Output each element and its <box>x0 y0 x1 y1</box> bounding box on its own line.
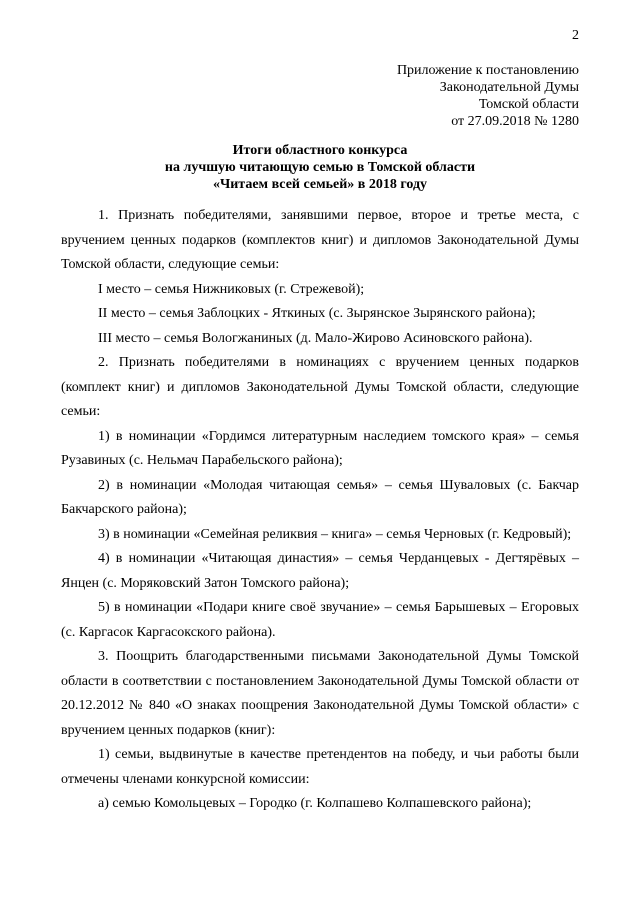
title-line: Итоги областного конкурса <box>232 143 408 158</box>
page-number: 2 <box>572 28 579 43</box>
appendix-line: Приложение к постановлению <box>396 63 579 78</box>
paragraph: 2) в номинации «Молодая читающая семья» – семья Шуваловых (с. Бакчар Бакчарского района); <box>61 477 579 517</box>
paragraph: 3) в номинации «Семейная реликвия – книга» – семья Черновых (г. Кедровый); <box>98 526 572 542</box>
paragraph: 1) семьи, выдвинутые в качестве претендентов на победу, и чьи работы были отмечены членами конкурсной комиссии: <box>61 747 579 787</box>
title-line: на лучшую читающую семью в Томской области <box>164 160 476 175</box>
appendix-line: от 27.09.2018 № 1280 <box>451 114 579 129</box>
paragraph: а) семью Комольцевых – Городко (г. Колпашево Колпашевского района); <box>98 796 532 811</box>
paragraph: 4) в номинации «Читающая династия» – семья Черданцевых - Дегтярёвых – Янцен (с. Моряковский Затон Томского района); <box>61 551 579 591</box>
paragraph: I место – семья Нижниковых (г. Стрежевой); <box>98 281 365 297</box>
paragraph: 5) в номинации «Подари книге своё звучание» – семья Барышевых – Егоровых (с. Каргасок Каргасокского района). <box>61 600 579 640</box>
paragraph: II место – семья Заблоцких - Яткиных (с. Зырянское Зырянского района); <box>98 306 536 321</box>
paragraph: 1. Признать победителями, занявшими первое, второе и третье места, с вручением ценных подарков (комплектов книг) и дипломов Законодательной Думы Томской области, следующие семьи: <box>61 208 579 272</box>
paragraph: 1) в номинации «Гордимся литературным наследием томского края» – семья Рузавиных (с. Нельмач Парабельского района); <box>61 428 579 468</box>
appendix-header <box>319 62 579 130</box>
title-line: «Читаем всей семьей» в 2018 году <box>212 177 428 192</box>
paragraph: 2. Признать победителями в номинациях с вручением ценных подарков (комплект книг) и дипломов Законодательной Думы Томской области, следующие семьи: <box>61 355 579 419</box>
document-title <box>60 142 580 193</box>
paragraph: III место – семья Вологжаниных (д. Мало-Жирово Асиновского района). <box>98 330 533 346</box>
document-body <box>61 204 579 817</box>
paragraph: 3. Поощрить благодарственными письмами Законодательной Думы Томской области в соответствии с постановлением Законодательной Думы Томской области от 20.12.2012 № 840 «О знаках поощрения Законодательной Думы Томской области» с вручением ценных подарков (книг): <box>61 649 579 738</box>
appendix-line: Томской области <box>478 97 579 112</box>
appendix-line: Законодательной Думы <box>439 80 579 95</box>
